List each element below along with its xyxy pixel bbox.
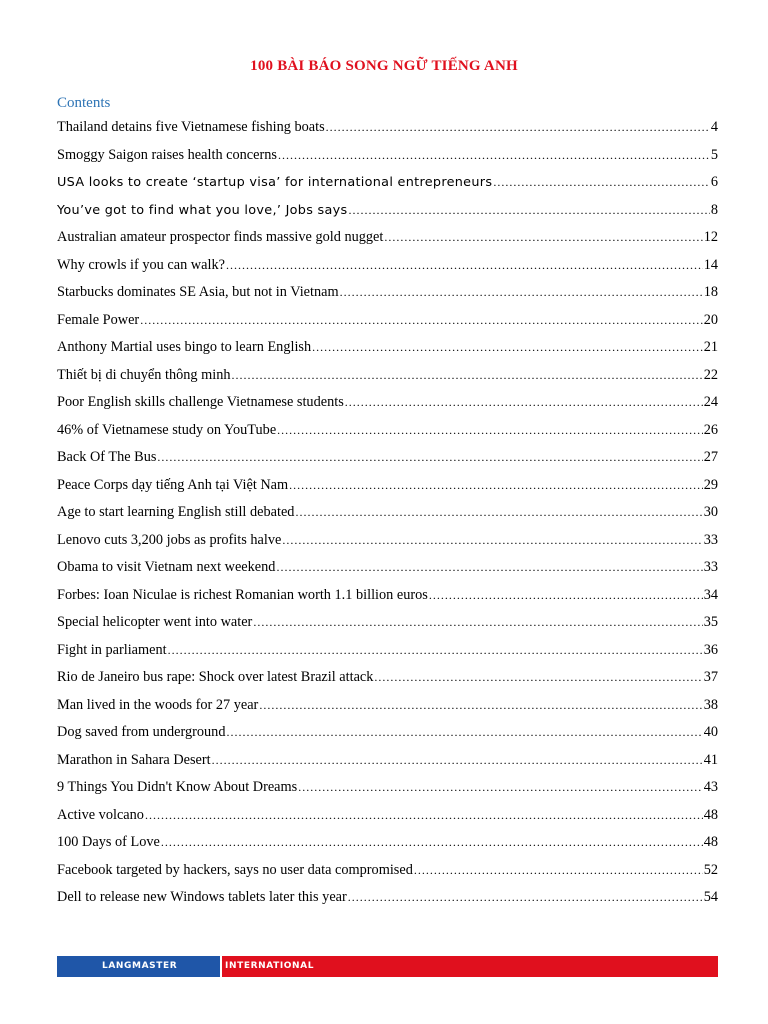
toc-entry[interactable] — [57, 664, 718, 692]
toc-entry[interactable] — [57, 499, 718, 527]
toc-leader-dots — [253, 609, 702, 637]
toc-leader-dots — [312, 334, 703, 362]
toc-entry-title[interactable]: Facebook targeted by hackers, says no user data compromised — [57, 861, 413, 878]
toc-entry[interactable] — [57, 609, 718, 637]
toc-entry-page[interactable]: 12 — [703, 229, 718, 245]
toc-entry[interactable] — [57, 444, 718, 472]
toc-entry-page[interactable]: 29 — [703, 476, 718, 493]
toc-leader-dots — [278, 142, 710, 170]
toc-entry-page[interactable]: 27 — [703, 449, 718, 465]
toc-leader-dots — [168, 637, 703, 665]
toc-leader-dots — [289, 472, 703, 500]
toc-entry[interactable] — [57, 279, 718, 307]
toc-entry-page[interactable]: 30 — [703, 504, 718, 520]
toc-entry-page[interactable]: 33 — [703, 531, 718, 548]
toc-entry[interactable] — [57, 527, 718, 555]
toc-leader-dots — [212, 747, 703, 775]
toc-entry-page[interactable]: 43 — [703, 779, 718, 795]
contents-heading[interactable]: Contents — [57, 95, 111, 111]
toc-entry-title[interactable]: Rio de Janeiro bus rape: Shock over latest Brazil attack — [57, 669, 374, 685]
toc-entry-title[interactable]: Starbucks dominates SE Asia, but not in Vietnam — [57, 284, 339, 300]
toc-leader-dots — [340, 279, 703, 307]
toc-entry-title[interactable]: Australian amateur prospector finds massive gold nugget — [57, 229, 384, 245]
toc-entry-page[interactable]: 8 — [710, 201, 718, 218]
toc-entry-page[interactable]: 36 — [703, 641, 718, 658]
toc-entry-title[interactable]: Special helicopter went into water — [57, 614, 253, 630]
toc-entry[interactable] — [57, 637, 718, 665]
toc-entry-title[interactable]: You’ve got to find what you love,’ Jobs says — [57, 202, 348, 218]
toc-entry-page[interactable]: 48 — [703, 806, 718, 823]
toc-entry[interactable] — [57, 362, 718, 390]
table-of-contents — [57, 114, 718, 912]
toc-entry-title[interactable]: Dog saved from underground — [57, 724, 226, 740]
toc-entry-title[interactable]: Peace Corps dạy tiếng Anh tại Việt Nam — [57, 476, 289, 493]
toc-leader-dots — [232, 362, 703, 390]
toc-leader-dots — [226, 719, 702, 747]
toc-entry-title[interactable]: Thiết bị di chuyển thông minh — [57, 366, 231, 383]
toc-leader-dots — [161, 829, 703, 857]
toc-entry-page[interactable]: 14 — [703, 256, 718, 273]
toc-leader-dots — [345, 389, 703, 417]
toc-entry-title[interactable]: Obama to visit Vietnam next weekend — [57, 559, 276, 575]
toc-entry[interactable] — [57, 169, 718, 197]
toc-entry[interactable] — [57, 829, 718, 857]
toc-entry-title[interactable]: Age to start learning English still debated — [57, 504, 295, 520]
toc-leader-dots — [145, 802, 703, 830]
toc-leader-dots — [384, 224, 702, 252]
toc-entry[interactable] — [57, 857, 718, 885]
footer-brand-left: LANGMASTER — [57, 956, 220, 977]
toc-entry-title[interactable]: Forbes: Ioan Niculae is richest Romanian worth 1.1 billion euros — [57, 586, 428, 603]
toc-entry[interactable] — [57, 747, 718, 775]
toc-entry-page[interactable]: 21 — [703, 339, 718, 355]
toc-entry[interactable] — [57, 802, 718, 830]
toc-entry-page[interactable]: 35 — [703, 614, 718, 630]
toc-entry-page[interactable]: 48 — [703, 834, 718, 850]
toc-entry-title[interactable]: Lenovo cuts 3,200 jobs as profits halve — [57, 531, 282, 548]
toc-leader-dots — [414, 857, 703, 885]
toc-entry[interactable] — [57, 224, 718, 252]
toc-entry-page[interactable]: 54 — [703, 889, 718, 905]
toc-entry-title[interactable]: Smoggy Saigon raises health concerns — [57, 146, 277, 163]
toc-entry-page[interactable]: 5 — [710, 146, 718, 163]
toc-leader-dots — [259, 692, 702, 720]
toc-entry-page[interactable]: 22 — [703, 366, 718, 383]
toc-entry-page[interactable]: 41 — [703, 751, 718, 768]
toc-entry-page[interactable]: 40 — [703, 724, 718, 740]
toc-entry-title[interactable]: Active volcano — [57, 806, 144, 823]
toc-entry[interactable] — [57, 307, 718, 335]
toc-entry-title[interactable]: 100 Days of Love — [57, 834, 160, 850]
toc-entry-title[interactable]: USA looks to create ‘startup visa’ for international entrepreneurs — [57, 175, 493, 190]
toc-entry-title[interactable]: 9 Things You Didn't Know About Dreams — [57, 779, 298, 795]
toc-entry[interactable] — [57, 884, 718, 912]
toc-entry[interactable] — [57, 692, 718, 720]
toc-entry[interactable] — [57, 472, 718, 500]
page-footer-bar — [57, 956, 718, 977]
toc-leader-dots — [348, 884, 703, 912]
toc-entry-title[interactable]: Female Power — [57, 311, 140, 328]
toc-entry-page[interactable]: 26 — [703, 421, 718, 438]
toc-entry-title[interactable]: Back Of The Bus — [57, 449, 157, 465]
toc-leader-dots — [374, 664, 702, 692]
toc-entry-page[interactable]: 4 — [710, 119, 718, 135]
toc-leader-dots — [140, 307, 703, 335]
toc-leader-dots — [348, 197, 709, 225]
toc-leader-dots — [277, 417, 703, 445]
toc-entry-title[interactable]: Marathon in Sahara Desert — [57, 751, 211, 768]
toc-entry-page[interactable]: 6 — [710, 174, 718, 190]
footer-brand-right: INTERNATIONAL — [222, 956, 718, 977]
toc-entry[interactable] — [57, 389, 718, 417]
toc-leader-dots — [226, 252, 703, 280]
toc-entry[interactable] — [57, 774, 718, 802]
toc-entry-page[interactable]: 37 — [703, 669, 718, 685]
toc-leader-dots — [326, 114, 710, 142]
toc-entry[interactable] — [57, 719, 718, 747]
toc-entry[interactable] — [57, 417, 718, 445]
toc-leader-dots — [157, 444, 702, 472]
toc-entry-title[interactable]: Anthony Martial uses bingo to learn English — [57, 339, 312, 355]
toc-entry-page[interactable]: 18 — [703, 284, 718, 300]
toc-entry[interactable] — [57, 142, 718, 170]
toc-entry[interactable] — [57, 554, 718, 582]
toc-entry-page[interactable]: 38 — [703, 696, 718, 713]
toc-entry[interactable] — [57, 582, 718, 610]
toc-leader-dots — [276, 554, 702, 582]
toc-entry-title[interactable]: Dell to release new Windows tablets later this year — [57, 889, 347, 905]
toc-entry-page[interactable]: 24 — [703, 394, 718, 410]
document-title: 100 BÀI BÁO SONG NGỮ TIẾNG ANH — [250, 58, 518, 74]
toc-entry-page[interactable]: 33 — [703, 559, 718, 575]
toc-leader-dots — [493, 169, 710, 197]
toc-entry-page[interactable]: 20 — [703, 311, 718, 328]
toc-entry-title[interactable]: 46% of Vietnamese study on YouTube — [57, 421, 277, 438]
toc-entry-title[interactable]: Man lived in the woods for 27 year — [57, 696, 259, 713]
toc-leader-dots — [282, 527, 702, 555]
toc-leader-dots — [429, 582, 703, 610]
toc-entry[interactable] — [57, 114, 718, 142]
toc-entry-page[interactable]: 34 — [703, 586, 718, 603]
toc-entry[interactable] — [57, 252, 718, 280]
toc-entry[interactable] — [57, 197, 718, 225]
toc-entry[interactable] — [57, 334, 718, 362]
toc-leader-dots — [298, 774, 702, 802]
toc-entry-title[interactable]: Poor English skills challenge Vietnamese students — [57, 394, 344, 410]
toc-entry-title[interactable]: Thailand detains five Vietnamese fishing boats — [57, 119, 325, 135]
toc-entry-page[interactable]: 52 — [703, 861, 718, 878]
toc-entry-title[interactable]: Why crowls if you can walk? — [57, 256, 225, 273]
toc-leader-dots — [295, 499, 702, 527]
toc-entry-title[interactable]: Fight in parliament — [57, 641, 167, 658]
